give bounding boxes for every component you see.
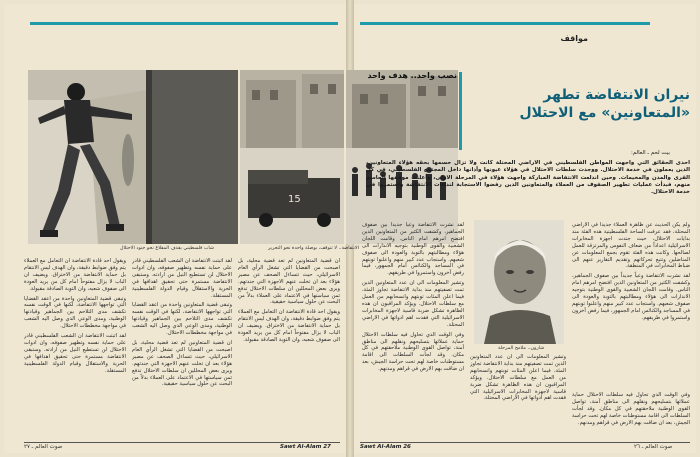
caption-slingshot: شاب فلسطيني يقذف المقلاع نحو جنود الاحتلال bbox=[120, 246, 214, 251]
paragraph: ويقول احد قادة الانتفاضة ان التعامل مع العملاء يتم وفق ضوابط دقيقة، وان الهدف ليس الانتقام بل حماية الانتفاضة من الاختراق. ويضيف ان الباب لا يزال مفتوحاً امام كل من يريد العودة الى صفوف شعبه، وان التوبة الصادقة مقبولة. bbox=[24, 258, 126, 292]
header-rule-right bbox=[360, 22, 650, 25]
paragraph: وتبقى قضية المتعاونين واحدة من اعقد القضايا التي تواجهها الانتفاضة، لكنها في الوقت نفسه تكشف مدى التلاحم بين الجماهير وقيادتها الوطنية، ومدى الوعي الذي وصل اليه الشعب في مواجهة مخططات الاحتلال. bbox=[132, 302, 232, 337]
article-lead: احدى الحقائق التي واجهت المواطن الفلسطيني في الاراضي المحتلة كانت ولا تزال حسمها بحقه هؤلاء المتعاونين، الذين يعملون في خدمة الاحتلال. ووجدت سلطات الاحتلال في هؤلاء عيونها وآذانها داخل المجتمع الفلسطيني، في كل القرى والمدن والمخيمات. وحين اندلعت الانتفاضة المباركة واجهت هؤلاء في المرحلة الاولى، وأعلنت موقفها الحاسم منهم، فبدأت عمليات تطهير الصفوف من العملاء والمتعاونين الذين رفضوا الاستجابة لنداءات الانتفاضة واستمروا في خدمة الاحتلال. bbox=[366, 160, 690, 196]
column-left-2 bbox=[132, 258, 232, 438]
headline-line-2: «المتعاونين» مع الاحتلال bbox=[519, 105, 690, 121]
caption-street: الانتفاضة.. لا تتوقف، بوصلة واحدة نحو التحرير bbox=[268, 246, 359, 251]
header-rule-left bbox=[30, 22, 338, 25]
photo-portrait bbox=[474, 220, 564, 344]
paragraph: وفي الوقت الذي تحاول فيه سلطات الاحتلال حماية عملائها بتسليحهم ونقلهم الى مناطق آمنة، تواصل القوى الوطنية ملاحقتهم في كل مكان. وقد لجأت السلطات الى اقامة مستوطنات خاصة لهم تحت حراسة الجيش، بعد ان ضاقت بهم الارض في قراهم ومدنهم. bbox=[572, 392, 690, 426]
paragraph: وتبقى قضية المتعاونين واحدة من اعقد القضايا التي تواجهها الانتفاضة، لكنها في الوقت نفسه تكشف مدى التلاحم بين الجماهير وقيادتها الوطنية، ومدى الوعي الذي وصل اليه الشعب في مواجهة مخططات الاحتلال. bbox=[24, 295, 126, 330]
column-right-mid bbox=[470, 354, 566, 438]
article-headline bbox=[468, 86, 690, 122]
column-left-1 bbox=[238, 258, 340, 438]
paragraph: ويقول احد قادة الانتفاضة ان التعامل مع العملاء يتم وفق ضوابط دقيقة، وان الهدف ليس الانتقام بل حماية الانتفاضة من الاختراق. ويضيف ان الباب لا يزال مفتوحاً امام كل من يريد العودة الى صفوف شعبه، وان التوبة الصادقة مقبولة. bbox=[238, 309, 340, 343]
paragraph: لقد نشرت الانتفاضة وعياً جديداً بين صفوف الجماهير، وكشفت الكثير من المتعاونين الذين افتضح امرهم امام الناس. وقامت اللجان الشعبية والقوى الوطنية بتوجيه الانذارات الى هؤلاء ومطالبتهم بالتوبة والعودة الى صفوف شعبهم. واستجاب عدد كبير منهم واعلنوا توبتهم في المساجد والكنائس امام الجمهور، فيما رفض آخرون واستمروا في طريقهم. bbox=[572, 273, 690, 321]
headline-line-1: نيران الانتفاضة تطهر bbox=[543, 87, 690, 103]
column-right-top bbox=[572, 222, 690, 390]
paragraph: وتشير المعلومات الى ان عدد المتعاونين الذين تمت تصفيتهم منذ بداية الانتفاضة تجاوز المئة، فيما اعلن المئات توبتهم وانسحابهم من العمل مع سلطات الاحتلال. ويؤكد المراقبون ان هذه الظاهرة تشكل ضربة قاسية لاجهزة المخابرات الاسرائيلية التي فقدت اهم ادواتها في الاراضي المحتلة. bbox=[362, 280, 464, 328]
column-left-3 bbox=[24, 258, 126, 438]
headline-rule bbox=[459, 72, 462, 150]
paragraph: وتشير المعلومات الى ان عدد المتعاونين الذين تمت تصفيتهم منذ بداية الانتفاضة تجاوز المئة، فيما اعلن المئات توبتهم وانسحابهم من العمل مع سلطات الاحتلال. ويؤكد المراقبون ان هذه الظاهرة تشكل ضربة قاسية لاجهزة المخابرات الاسرائيلية التي فقدت اهم ادواتها في الاراضي المحتلة. bbox=[470, 354, 566, 402]
footer-rule-left bbox=[24, 442, 340, 443]
paragraph: ان قضية المتعاونين لم تعد قضية محلية، بل اصبحت من القضايا التي تشغل الرأي العام الاسرائيلي، حيث تتساءل الصحف عن مصير هؤلاء بعد ان تخلت عنهم الاجهزة التي جندتهم. ويرى بعض المحللين ان سلطات الاحتلال تدفع ثمن سياستها في الاعتماد على العملاء بدلاً من البحث عن حلول سياسية حقيقية. bbox=[132, 339, 232, 388]
vehicle-number: 15 bbox=[288, 194, 301, 205]
footer-rule-right bbox=[360, 442, 690, 443]
folio-right-en: Sawt Al-Alam 26 bbox=[360, 444, 411, 450]
article-byline: بيت لحم ـ العالم: bbox=[630, 150, 670, 156]
caption-portrait: شارون.. ملامح المرحلة bbox=[498, 346, 545, 351]
paragraph: لقد نشرت الانتفاضة وعياً جديداً بين صفوف الجماهير، وكشفت الكثير من المتعاونين الذين افتضح امرهم امام الناس. وقامت اللجان الشعبية والقوى الوطنية بتوجيه الانذارات الى هؤلاء ومطالبتهم بالتوبة والعودة الى صفوف شعبهم. واستجاب عدد كبير منهم واعلنوا توبتهم في المساجد والكنائس امام الجمهور، فيما رفض آخرون واستمروا في طريقهم. bbox=[362, 222, 464, 277]
folio-left: صوت العالم ـ ٢٧ bbox=[24, 444, 63, 450]
folio-right: صوت العالم ـ ٢٦ bbox=[634, 444, 673, 450]
column-right-inner bbox=[362, 222, 464, 438]
photo-street-clash bbox=[240, 70, 458, 244]
folio-left-en: Sawt Al-Alam 27 bbox=[280, 444, 331, 450]
paragraph: ولم يكن الحديث عن ظاهرة العملاء جديداً في الاراضي المحتلة، فقد عرفت الساحة الفلسطينية هذه الفئة منذ بدايات الاحتلال، حيث جندت اجهزة المخابرات الاسرائيلية اعداداً من ضعاف النفوس والمرتزقة للعمل لصالحها. وكانت هذه الفئة تقوم بجمع المعلومات عن المناضلين وتتبع تحركاتهم وتقديم التقارير عنهم الى ضباط المخابرات في المنطقة. bbox=[572, 222, 690, 270]
article-kicker: نصب واحد.. هدف واحد bbox=[367, 71, 457, 80]
paragraph: لقد اثبتت الانتفاضة ان الشعب الفلسطيني قادر على حماية نفسه وتطهير صفوفه، وان ادوات الاحتلال لن تستطيع النيل من ارادته. وستبقى الانتفاضة مستمرة حتى تحقيق اهدافها في الحرية والاستقلال وقيام الدولة الفلسطينية المستقلة. bbox=[24, 333, 126, 374]
paragraph: لقد اثبتت الانتفاضة ان الشعب الفلسطيني قادر على حماية نفسه وتطهير صفوفه، وان ادوات الاحتلال لن تستطيع النيل من ارادته. وستبقى الانتفاضة مستمرة حتى تحقيق اهدافها في الحرية والاستقلال وقيام الدولة الفلسطينية المستقلة. bbox=[132, 258, 232, 299]
photo-slingshot bbox=[28, 70, 238, 244]
paragraph: ان قضية المتعاونين لم تعد قضية محلية، بل اصبحت من القضايا التي تشغل الرأي العام الاسرائيلي، حيث تتساءل الصحف عن مصير هؤلاء بعد ان تخلت عنهم الاجهزة التي جندتهم. ويرى بعض المحللين ان سلطات الاحتلال تدفع ثمن سياستها في الاعتماد على العملاء بدلاً من البحث عن حلول سياسية حقيقية. bbox=[238, 258, 340, 306]
column-right-bottom bbox=[572, 392, 690, 438]
paragraph: وفي الوقت الذي تحاول فيه سلطات الاحتلال حماية عملائها بتسليحهم ونقلهم الى مناطق آمنة، تواصل القوى الوطنية ملاحقتهم في كل مكان. وقد لجأت السلطات الى اقامة مستوطنات خاصة لهم تحت حراسة الجيش، بعد ان ضاقت بهم الارض في قراهم ومدنهم. bbox=[362, 331, 464, 373]
section-label: مواقف bbox=[560, 34, 588, 43]
